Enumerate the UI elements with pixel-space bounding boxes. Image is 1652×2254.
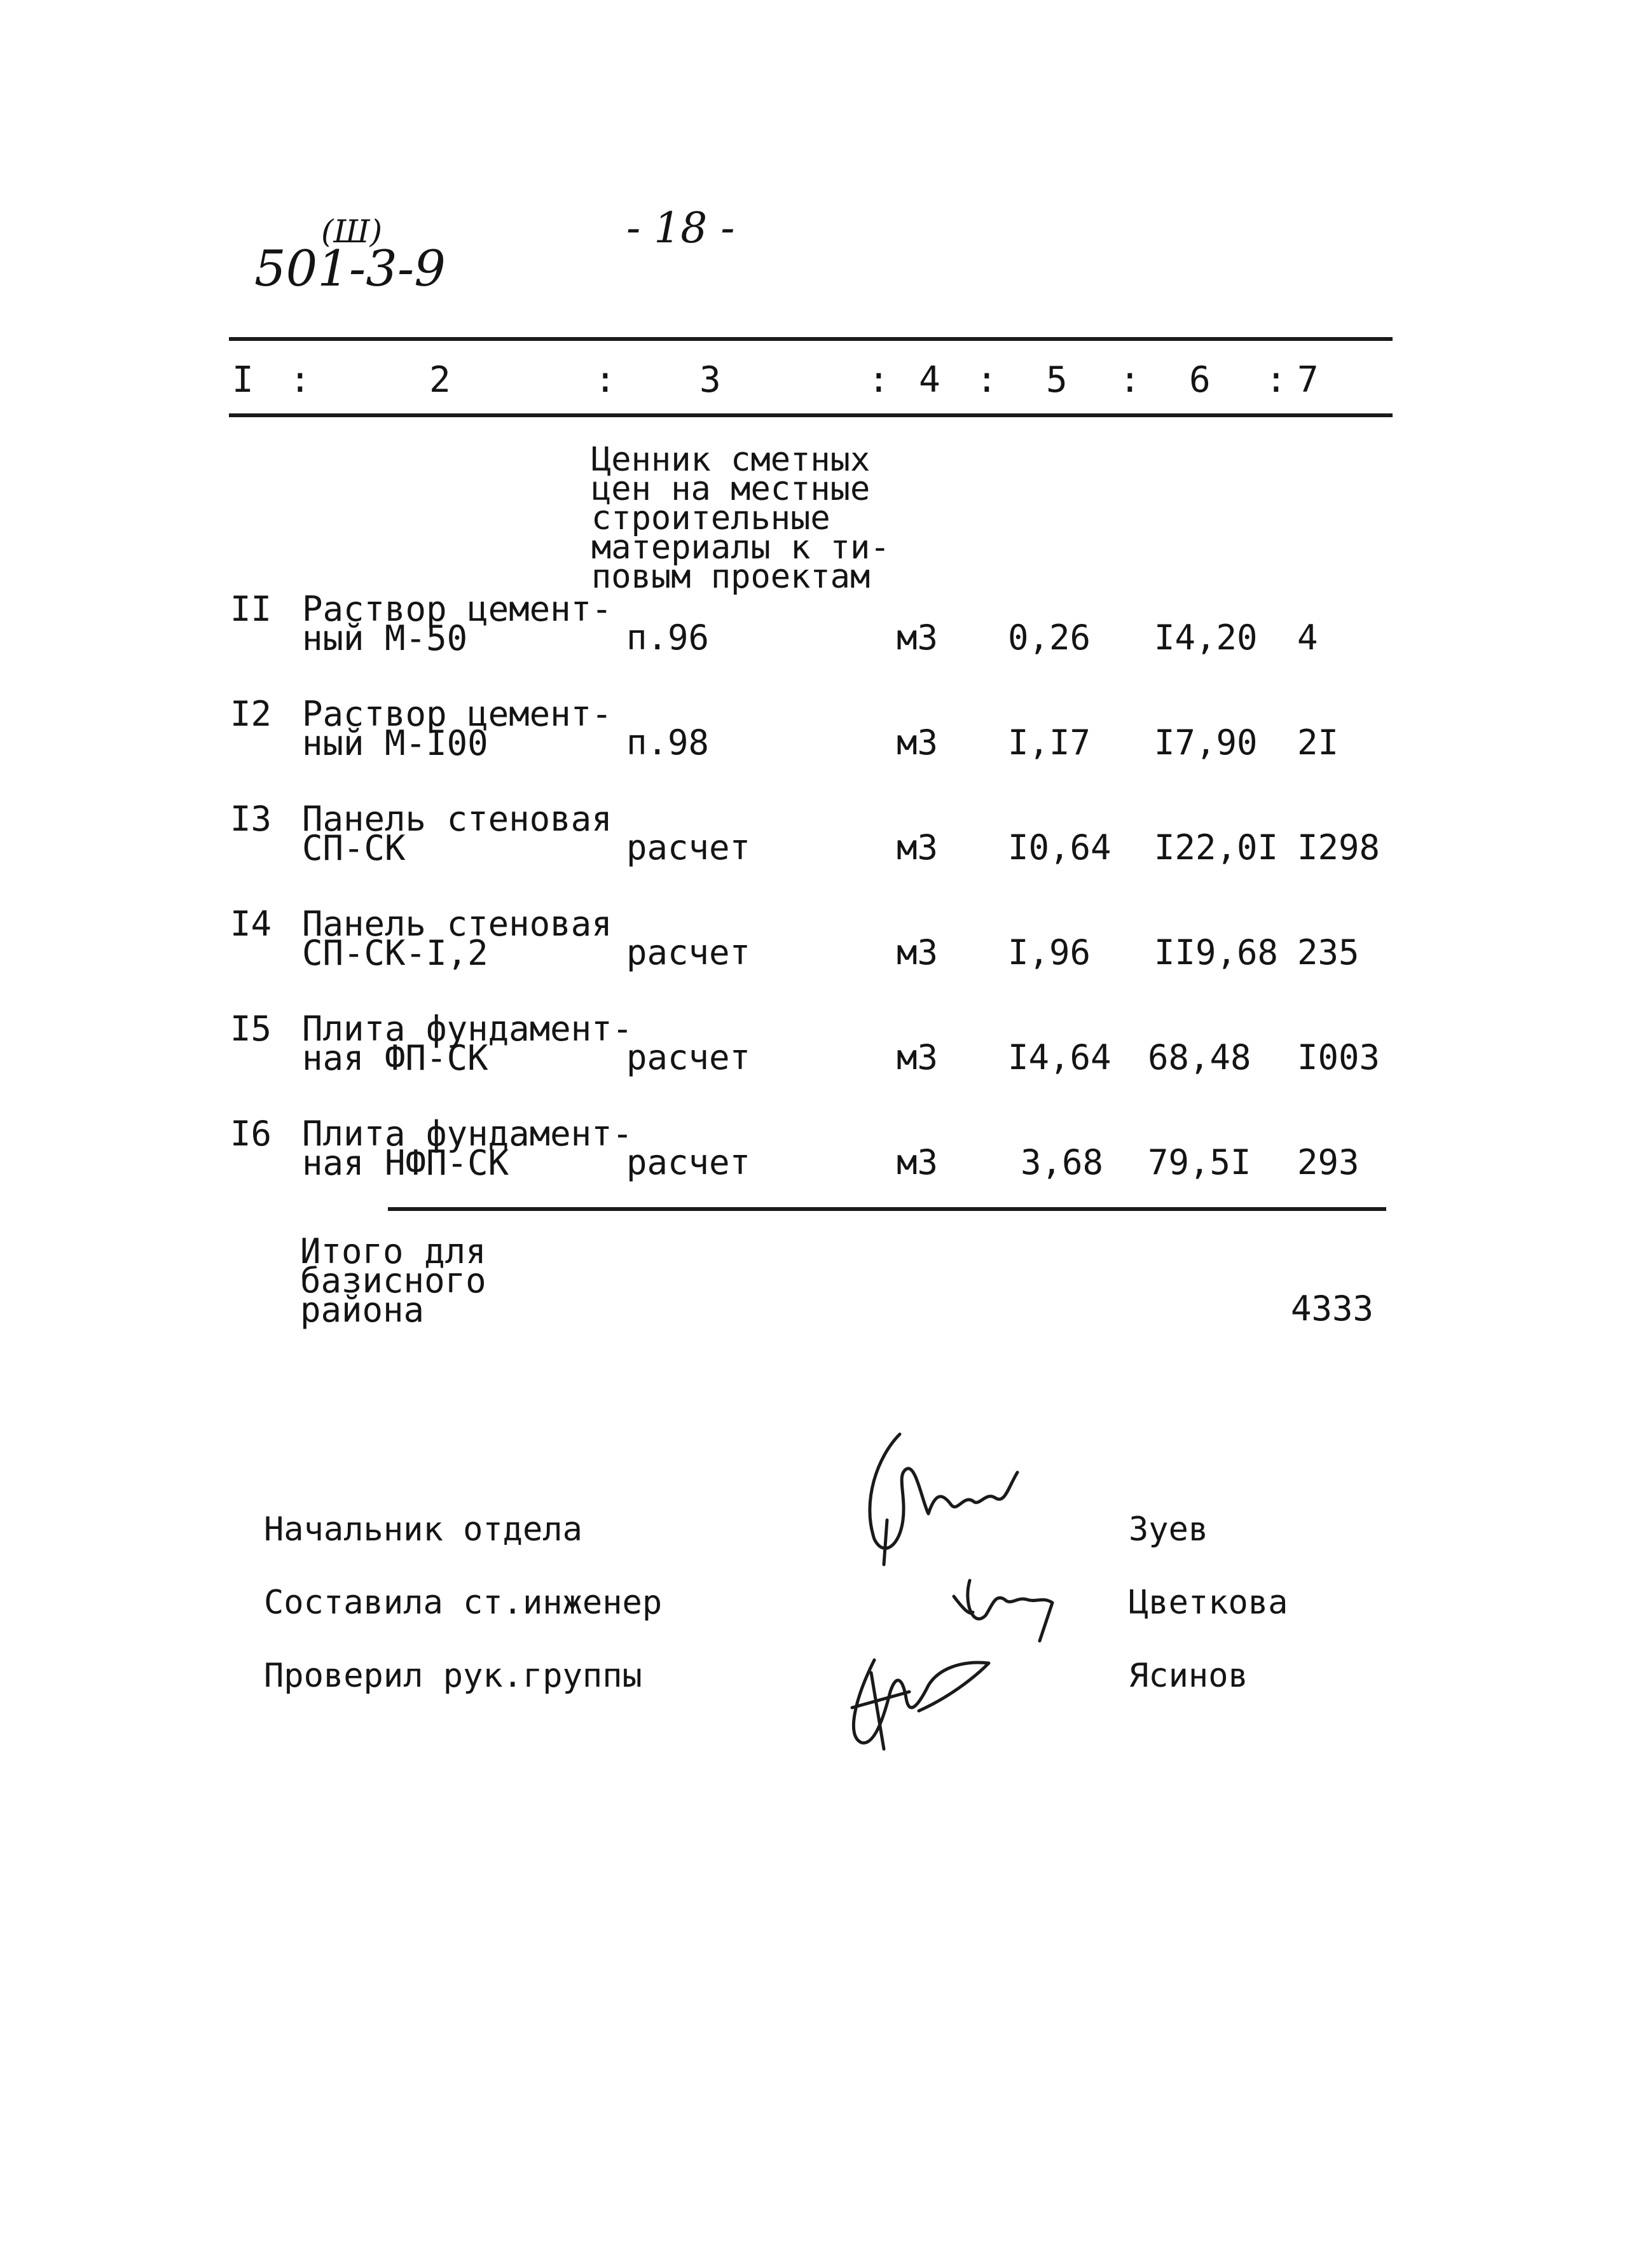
total-label: Итого для базисного района — [300, 1231, 486, 1330]
col-header-sep: : — [1119, 359, 1141, 401]
total-cost: 4 — [1297, 618, 1318, 658]
quantity: 3,68 — [1021, 1142, 1104, 1182]
unit: м3 — [897, 932, 939, 972]
price-source: расчет — [626, 932, 751, 972]
table-top-rule — [229, 337, 1393, 341]
unit-price: 79,5I — [1148, 1142, 1251, 1182]
row-number: I3 — [230, 799, 272, 839]
col-header-6: 6 — [1189, 359, 1211, 401]
row-number: I6 — [230, 1114, 272, 1154]
unit-price: I4,20 — [1154, 618, 1258, 658]
unit-price: I22,0I — [1154, 827, 1279, 868]
row-number: I4 — [230, 904, 272, 944]
quantity: I0,64 — [1008, 827, 1112, 868]
material-name: Плита фундамент- ная ФП-СК — [302, 1009, 633, 1078]
price-source: расчет — [626, 1037, 751, 1077]
col-header-sep: : — [976, 359, 998, 401]
material-name: Плита фундамент- ная НФП-СК — [302, 1114, 633, 1183]
col-header-sep: : — [868, 359, 890, 401]
price-source: п.96 — [626, 618, 710, 658]
price-source: расчет — [626, 827, 751, 868]
col-header-3: 3 — [699, 359, 721, 401]
col-header-sep: : — [289, 359, 311, 401]
price-list-source-note: Ценник сметных цен на местные строительные материалы к ти- повым проектам — [591, 441, 890, 596]
signatory-role: Составила ст.инженер — [264, 1584, 663, 1622]
material-name: Раствор цемент- ный М-50 — [302, 589, 612, 658]
col-header-5: 5 — [1046, 359, 1068, 401]
unit: м3 — [897, 1037, 939, 1077]
unit: м3 — [897, 723, 939, 763]
col-header-2: 2 — [429, 359, 451, 401]
price-source: расчет — [626, 1142, 751, 1182]
signatory-name: Зуев — [1129, 1511, 1209, 1549]
col-header-1: I — [232, 359, 254, 401]
row-number: II — [230, 589, 272, 629]
material-name: Раствор цемент- ный М-I00 — [302, 694, 612, 763]
table-header-rule — [229, 413, 1393, 417]
unit-price: 68,48 — [1148, 1037, 1251, 1077]
price-source: п.98 — [626, 723, 710, 763]
signatory-name: Ясинов — [1129, 1657, 1248, 1695]
doc-code: 501-3-9 — [254, 240, 446, 298]
row-number: I2 — [230, 694, 272, 734]
unit-price: II9,68 — [1154, 932, 1279, 972]
material-name: Панель стеновая СП-СК-I,2 — [302, 904, 612, 973]
quantity: I,96 — [1008, 932, 1091, 972]
unit-price: I7,90 — [1154, 723, 1258, 763]
unit: м3 — [897, 827, 939, 868]
total-rule — [388, 1207, 1386, 1211]
quantity: I,I7 — [1008, 723, 1091, 763]
total-value: 4333 — [1291, 1289, 1374, 1329]
signatory-role: Начальник отдела — [264, 1511, 582, 1549]
col-header-7: 7 — [1297, 359, 1319, 401]
col-header-4: 4 — [919, 359, 940, 401]
quantity: I4,64 — [1008, 1037, 1112, 1077]
total-cost: I298 — [1297, 827, 1380, 868]
unit: м3 — [897, 1142, 939, 1182]
col-header-sep: : — [1265, 359, 1287, 401]
col-header-sep: : — [595, 359, 616, 401]
total-cost: 293 — [1297, 1142, 1359, 1182]
signatory-role: Проверил рук.группы — [264, 1657, 642, 1695]
total-cost: 235 — [1297, 932, 1359, 972]
unit: м3 — [897, 618, 939, 658]
signatory-name: Цветкова — [1129, 1584, 1288, 1622]
quantity: 0,26 — [1008, 618, 1091, 658]
page-number: - 18 - — [626, 204, 735, 252]
total-cost: I003 — [1297, 1037, 1380, 1077]
total-cost: 2I — [1297, 723, 1339, 763]
material-name: Панель стеновая СП-СК — [302, 799, 612, 868]
handwritten-signatures — [827, 1418, 1081, 1774]
doc-code-superscript: (Ш) — [321, 213, 383, 250]
row-number: I5 — [230, 1009, 272, 1049]
